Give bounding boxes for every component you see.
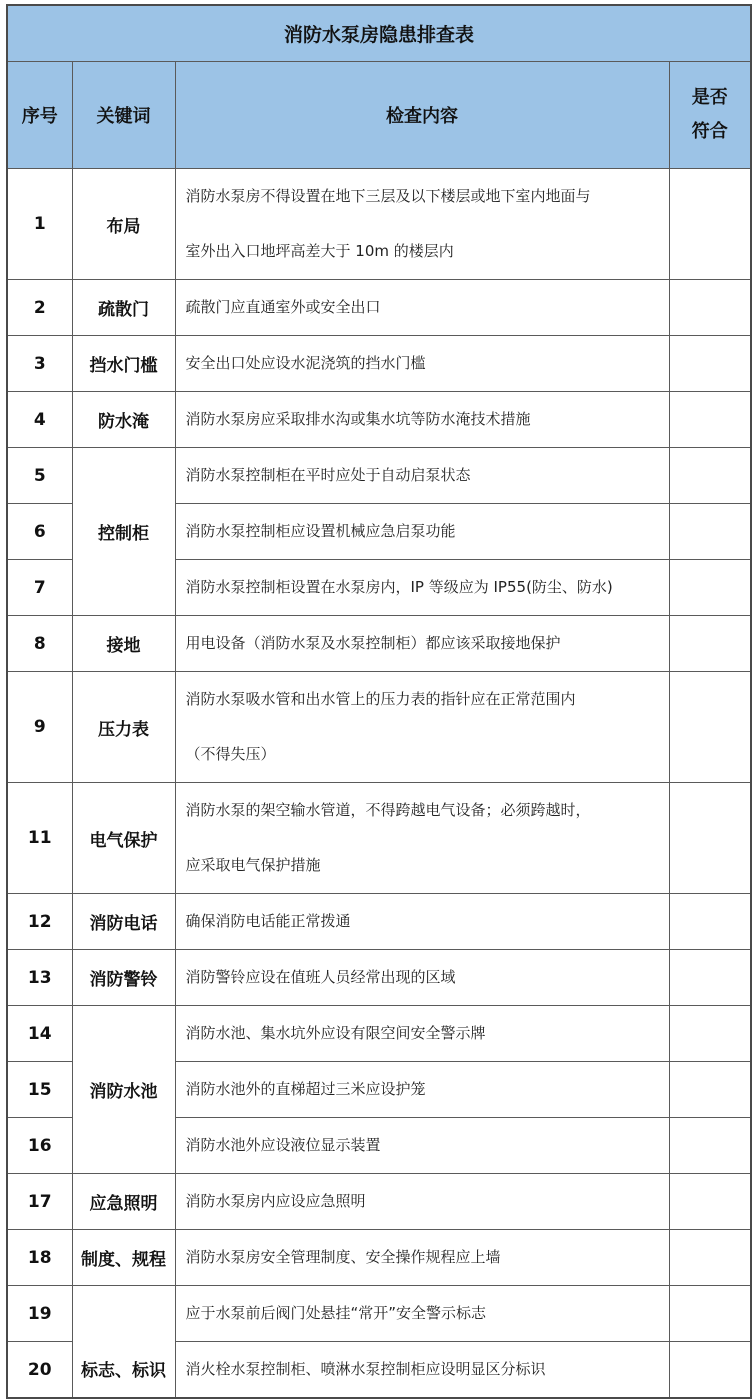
row-keyword: 挡水门槛	[72, 336, 175, 392]
row-content-line: 室外出入口地坪高差大于 10m 的楼层内	[185, 242, 454, 260]
table-row	[7, 616, 751, 672]
table-row	[7, 448, 751, 504]
table-row	[7, 672, 751, 783]
table-row	[7, 336, 751, 392]
row-keyword: 标志、标识	[72, 1286, 175, 1399]
row-number: 6	[7, 504, 72, 560]
row-content	[175, 783, 669, 894]
row-number: 13	[7, 950, 72, 1006]
header-num: 序号	[7, 62, 72, 169]
table-row	[7, 950, 751, 1006]
row-keyword: 电气保护	[72, 783, 175, 894]
table-row	[7, 392, 751, 448]
row-keyword: 压力表	[72, 672, 175, 783]
row-keyword: 应急照明	[72, 1174, 175, 1230]
inspection-table	[6, 4, 752, 1399]
row-keyword: 消防警铃	[72, 950, 175, 1006]
row-number: 17	[7, 1174, 72, 1230]
row-content: 消防水泵房安全管理制度、安全操作规程应上墙	[175, 1230, 669, 1286]
row-keyword: 接地	[72, 616, 175, 672]
compliance-cell[interactable]	[669, 1062, 751, 1118]
row-content: 消防警铃应设在值班人员经常出现的区域	[175, 950, 669, 1006]
compliance-cell[interactable]	[669, 560, 751, 616]
row-keyword: 布局	[72, 169, 175, 280]
table-row	[7, 894, 751, 950]
row-number: 2	[7, 280, 72, 336]
table-row	[7, 1230, 751, 1286]
row-content: 确保消防电话能正常拨通	[175, 894, 669, 950]
row-number: 11	[7, 783, 72, 894]
row-number: 16	[7, 1118, 72, 1174]
row-content: 消防水泵房内应设应急照明	[175, 1174, 669, 1230]
row-content: 消防水泵控制柜在平时应处于自动启泵状态	[175, 448, 669, 504]
row-number: 19	[7, 1286, 72, 1342]
row-keyword: 制度、规程	[72, 1230, 175, 1286]
row-content-line: 消防水泵吸水管和出水管上的压力表的指针应在正常范围内	[185, 690, 576, 708]
compliance-cell[interactable]	[669, 1118, 751, 1174]
row-content: 疏散门应直通室外或安全出口	[175, 280, 669, 336]
compliance-cell[interactable]	[669, 336, 751, 392]
row-content: 安全出口处应设水泥浇筑的挡水门槛	[175, 336, 669, 392]
compliance-cell[interactable]	[669, 894, 751, 950]
compliance-cell[interactable]	[669, 950, 751, 1006]
row-keyword: 防水淹	[72, 392, 175, 448]
row-keyword: 疏散门	[72, 280, 175, 336]
compliance-cell[interactable]	[669, 448, 751, 504]
compliance-cell[interactable]	[669, 672, 751, 783]
table-title: 消防水泵房隐患排查表	[7, 5, 751, 62]
row-content	[175, 672, 669, 783]
row-content-line: 消防水泵的架空输水管道，不得跨越电气设备；必须跨越时，	[185, 801, 591, 819]
row-number: 20	[7, 1342, 72, 1399]
row-content: 消防水泵房应采取排水沟或集水坑等防水淹技术措施	[175, 392, 669, 448]
row-content	[175, 169, 669, 280]
row-content: 消火栓水泵控制柜、喷淋水泵控制柜应设明显区分标识	[175, 1342, 669, 1399]
row-number: 8	[7, 616, 72, 672]
compliance-cell[interactable]	[669, 616, 751, 672]
row-content: 消防水泵控制柜应设置机械应急启泵功能	[175, 504, 669, 560]
row-content-line: 应采取电气保护措施	[185, 856, 321, 874]
row-number: 5	[7, 448, 72, 504]
row-content: 消防水泵控制柜设置在水泵房内，IP 等级应为 IP55(防尘、防水)	[175, 560, 669, 616]
row-number: 3	[7, 336, 72, 392]
compliance-cell[interactable]	[669, 1174, 751, 1230]
compliance-cell[interactable]	[669, 169, 751, 280]
compliance-cell[interactable]	[669, 783, 751, 894]
row-number: 18	[7, 1230, 72, 1286]
row-number: 1	[7, 169, 72, 280]
row-content: 消防水池外应设液位显示装置	[175, 1118, 669, 1174]
row-content: 应于水泵前后阀门处悬挂“常开”安全警示标志	[175, 1286, 669, 1342]
table-row	[7, 783, 751, 894]
row-number: 14	[7, 1006, 72, 1062]
row-content-line: 消防水泵房不得设置在地下三层及以下楼层或地下室内地面与	[185, 187, 591, 205]
header-keyword: 关键词	[72, 62, 175, 169]
header-compliant-line2: 符合	[691, 121, 728, 142]
compliance-cell[interactable]	[669, 1342, 751, 1399]
table-row	[7, 169, 751, 280]
table-row	[7, 1006, 751, 1062]
compliance-cell[interactable]	[669, 1006, 751, 1062]
row-content-line: （不得失压）	[185, 745, 276, 763]
row-number: 9	[7, 672, 72, 783]
row-content: 消防水池外的直梯超过三米应设护笼	[175, 1062, 669, 1118]
compliance-cell[interactable]	[669, 280, 751, 336]
table-row	[7, 1174, 751, 1230]
table-row	[7, 280, 751, 336]
row-number: 4	[7, 392, 72, 448]
compliance-cell[interactable]	[669, 1286, 751, 1342]
compliance-cell[interactable]	[669, 504, 751, 560]
row-content: 用电设备（消防水泵及水泵控制柜）都应该采取接地保护	[175, 616, 669, 672]
row-number: 12	[7, 894, 72, 950]
row-number: 7	[7, 560, 72, 616]
compliance-cell[interactable]	[669, 392, 751, 448]
row-keyword: 消防水池	[72, 1006, 175, 1174]
row-keyword: 控制柜	[72, 448, 175, 616]
header-compliant	[669, 62, 751, 169]
header-compliant-line1: 是否	[691, 87, 728, 108]
table-row	[7, 1286, 751, 1342]
row-number: 15	[7, 1062, 72, 1118]
row-content: 消防水池、集水坑外应设有限空间安全警示牌	[175, 1006, 669, 1062]
compliance-cell[interactable]	[669, 1230, 751, 1286]
header-content: 检查内容	[175, 62, 669, 169]
row-keyword: 消防电话	[72, 894, 175, 950]
